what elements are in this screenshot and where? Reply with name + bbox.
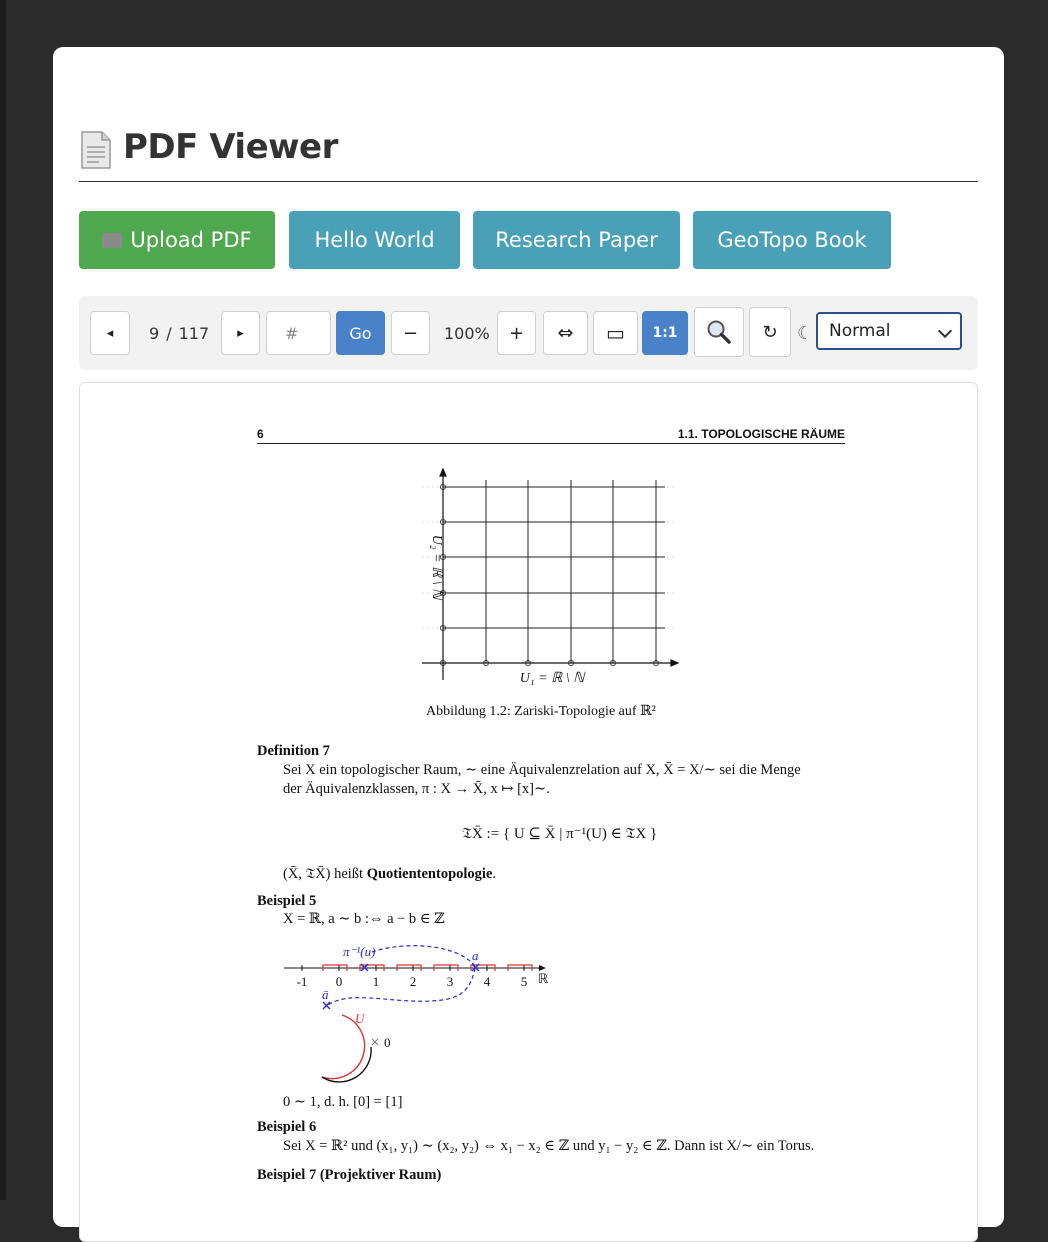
view-mode-select[interactable] — [816, 312, 962, 350]
rotate-button[interactable]: ↻ — [749, 307, 791, 357]
page-title: PDF Viewer — [123, 127, 338, 167]
beispiel-5-line: X = ℝ, a ∼ b :⇔ a − b ∈ ℤ — [283, 911, 445, 927]
tick-label: 3 — [446, 974, 454, 989]
upload-pdf-button[interactable] — [79, 211, 275, 269]
x-axis-label: U₁ = ℝ \ ℕ — [519, 671, 585, 686]
tick-label: 1 — [372, 974, 380, 989]
window-edge — [0, 0, 6, 1200]
preimage-label: π⁻¹(u) — [343, 944, 376, 959]
u-label: U — [355, 1011, 365, 1026]
viewer-toolbar — [79, 296, 978, 370]
quotient-prefix: (X̄, 𝔗X̄) heißt — [283, 866, 367, 882]
tick-label: -1 — [296, 974, 308, 989]
search-button[interactable] — [694, 307, 744, 357]
pdf-header-left: 6 — [257, 427, 264, 441]
page-number-input[interactable]: # — [266, 311, 331, 355]
page-indicator — [149, 311, 209, 355]
quotient-suffix: . — [492, 866, 497, 882]
zoom-out-button[interactable]: − — [391, 311, 430, 355]
figure-caption: Abbildung 1.2: Zariski-Topologie auf ℝ² — [426, 704, 656, 719]
document-icon — [79, 131, 113, 169]
research-paper-button[interactable]: Research Paper — [473, 211, 680, 269]
next-page-button[interactable]: ▸ — [221, 311, 260, 355]
current-page: 9 — [149, 323, 160, 343]
fit-page-button[interactable]: ▭ — [593, 311, 638, 355]
folder-icon — [102, 233, 122, 248]
prev-page-button[interactable]: ◂ — [90, 311, 130, 355]
a-bar-label: ā — [322, 987, 329, 1002]
quotient-topology-line — [283, 866, 496, 883]
tick-label: 2 — [409, 974, 417, 989]
y-axis-label: U₂ = ℝ \ ℕ — [429, 534, 444, 600]
beispiel-7-title: Beispiel 7 (Projektiver Raum) — [257, 1167, 442, 1183]
zoom-in-button[interactable]: + — [497, 311, 536, 355]
dark-mode-toggle[interactable]: ☾ — [797, 322, 814, 344]
quotient-term: Quotiententopologie — [366, 866, 493, 882]
geotopo-book-button[interactable]: GeoTopo Book — [693, 211, 891, 269]
chevron-down-icon — [938, 324, 952, 338]
tick-label: 5 — [520, 974, 528, 989]
upload-pdf-label: Upload PDF — [130, 228, 252, 252]
zoom-level: 100% — [444, 323, 490, 343]
definition-line-1: Sei X ein topologischer Raum, ∼ eine Äquivalenzrelation auf X, X̄ = X/∼ sei die Menge — [283, 762, 801, 778]
total-pages: 117 — [178, 323, 210, 343]
view-mode-value: Normal — [829, 321, 891, 341]
page-header — [79, 127, 978, 182]
definition-line-2: der Äquivalenzklassen, π : X → X̄, x ↦ [x]∼. — [283, 781, 550, 797]
tick-label: 0 — [335, 974, 343, 989]
tick-label: 4 — [483, 974, 491, 989]
quotient-circle-figure — [280, 940, 560, 1085]
definition-title: Definition 7 — [257, 743, 330, 759]
magnifier-icon — [706, 319, 732, 345]
zariski-grid-figure — [415, 465, 695, 690]
hello-world-button[interactable]: Hello World — [289, 211, 460, 269]
beispiel-5-title: Beispiel 5 — [257, 893, 317, 909]
a-label: a — [472, 948, 479, 963]
pdf-header-right: 1.1. TOPOLOGISCHE RÄUME — [677, 427, 845, 441]
real-axis-label: ℝ — [537, 971, 549, 986]
zero-label: 0 — [384, 1035, 391, 1050]
beispiel-6-line: Sei X = ℝ² und (x₁, y₁) ∼ (x₂, y₂) ⇔ x₁ − x₂ ∈ ℤ und y₁ − y₂ ∈ ℤ. Dann ist X/∼ ein Torus. — [283, 1138, 815, 1154]
fit-width-button[interactable]: ⇔ — [543, 311, 588, 355]
beispiel-6-title: Beispiel 6 — [257, 1119, 317, 1135]
beispiel-5-result: 0 ∼ 1, d. h. [0] = [1] — [283, 1094, 403, 1110]
pdf-header-rule — [257, 443, 845, 444]
definition-formula: 𝔗X̄ := { U ⊆ X̄ | π⁻¹(U) ∈ 𝔗X } — [462, 826, 658, 842]
page-separator: / — [166, 323, 172, 343]
actual-size-button[interactable]: 1:1 — [642, 311, 688, 355]
go-button[interactable]: Go — [336, 311, 385, 355]
